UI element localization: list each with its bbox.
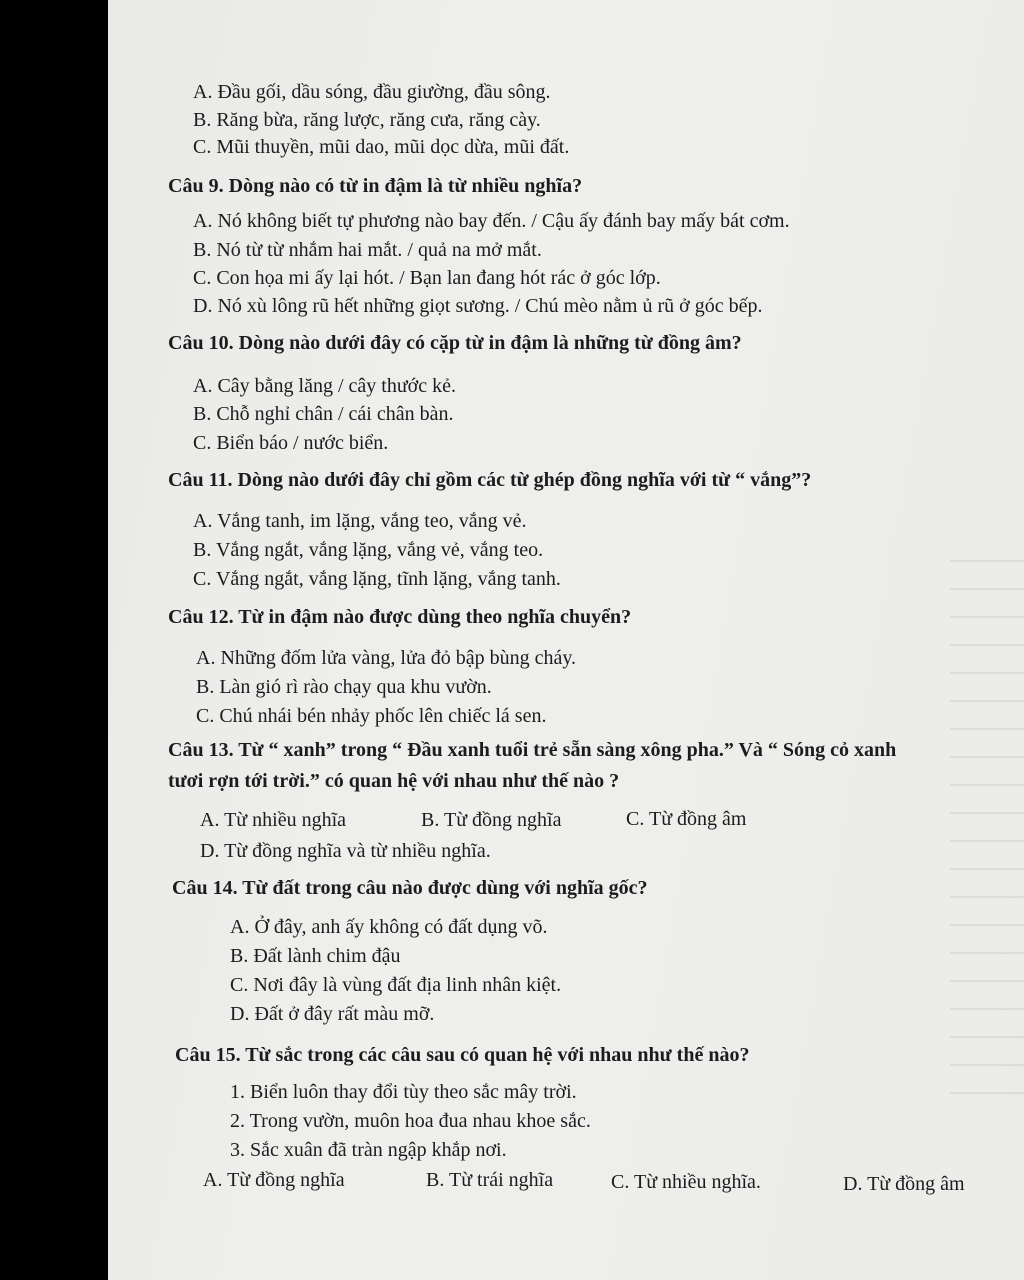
q14-title: Câu 14. Từ đất trong câu nào được dùng với nghĩa gốc? [172, 877, 648, 899]
q13-option-d: D. Từ đồng nghĩa và từ nhiều nghĩa. [200, 840, 491, 862]
q11-option-b: B. Vắng ngắt, vắng lặng, vắng vẻ, vắng teo. [193, 539, 544, 561]
q13-option-a: A. Từ nhiều nghĩa [200, 809, 347, 831]
q9-option-c: C. Con họa mi ấy lại hót. / Bạn lan đang hót rác ở góc lớp. [193, 267, 661, 289]
show-through-text [950, 560, 1024, 1120]
q12-title: Câu 12. Từ in đậm nào được dùng theo nghĩa chuyển? [168, 606, 632, 628]
q14-option-a: A. Ở đây, anh ấy không có đất dụng võ. [230, 916, 548, 938]
q9-option-d: D. Nó xù lông rũ hết những giọt sương. / Chú mèo nằm ủ rũ ở góc bếp. [193, 295, 763, 317]
q12-option-a: A. Những đốm lửa vàng, lửa đỏ bập bùng cháy. [196, 647, 577, 669]
q8-option-c: C. Mũi thuyền, mũi dao, mũi dọc dừa, mũi đất. [193, 136, 570, 158]
q10-option-b: B. Chỗ nghỉ chân / cái chân bàn. [193, 403, 454, 425]
q14-option-b: B. Đất lành chim đậu [230, 945, 401, 967]
q15-sentence-3: 3. Sắc xuân đã tràn ngập khắp nơi. [230, 1139, 507, 1161]
q12-option-c: C. Chú nhái bén nhảy phốc lên chiếc lá sen. [196, 705, 547, 727]
q12-option-b: B. Làn gió rì rào chạy qua khu vườn. [196, 676, 492, 698]
q10-option-c: C. Biển báo / nước biển. [193, 432, 389, 454]
q9-option-b: B. Nó từ từ nhắm hai mắt. / quả na mở mắt. [193, 239, 542, 261]
q8-option-b: B. Răng bừa, răng lược, răng cưa, răng cày. [193, 109, 541, 131]
q11-option-c: C. Vắng ngắt, vắng lặng, tĩnh lặng, vắng tanh. [193, 568, 561, 590]
q13-title-line1: Câu 13. Từ “ xanh” trong “ Đầu xanh tuổi trẻ sẵn sàng xông pha.” Và “ Sóng cỏ xanh [168, 739, 897, 761]
q15-option-b: B. Từ trái nghĩa [426, 1169, 554, 1191]
q15-sentence-2: 2. Trong vườn, muôn hoa đua nhau khoe sắc. [230, 1110, 591, 1132]
q11-option-a: A. Vắng tanh, im lặng, vắng teo, vắng vẻ. [193, 510, 527, 532]
q10-title: Câu 10. Dòng nào dưới đây có cặp từ in đậm là những từ đồng âm? [168, 332, 742, 354]
q14-option-c: C. Nơi đây là vùng đất địa linh nhân kiệt. [230, 974, 562, 996]
q15-sentence-1: 1. Biển luôn thay đổi tùy theo sắc mây trời. [230, 1081, 577, 1103]
q13-option-b: B. Từ đồng nghĩa [421, 809, 562, 831]
q9-option-a: A. Nó không biết tự phương nào bay đến. / Cậu ấy đánh bay mấy bát cơm. [193, 210, 790, 232]
q10-option-a: A. Cây bằng lăng / cây thước kẻ. [193, 375, 457, 397]
q13-title-line2: tươi rợn tới trời.” có quan hệ với nhau như thế nào ? [168, 770, 620, 792]
q9-title: Câu 9. Dòng nào có từ in đậm là từ nhiều nghĩa? [168, 175, 583, 197]
q14-option-d: D. Đất ở đây rất màu mỡ. [230, 1003, 435, 1025]
q8-option-a: A. Đầu gối, dầu sóng, đầu giường, đầu sông. [193, 81, 551, 103]
q15-title: Câu 15. Từ sắc trong các câu sau có quan hệ với nhau như thế nào? [175, 1044, 750, 1066]
q15-option-a: A. Từ đồng nghĩa [203, 1169, 345, 1191]
q15-option-d: D. Từ đồng âm [843, 1173, 965, 1195]
q11-title: Câu 11. Dòng nào dưới đây chỉ gồm các từ ghép đồng nghĩa với từ “ vắng”? [168, 469, 812, 491]
q15-option-c: C. Từ nhiều nghĩa. [611, 1171, 761, 1193]
q13-option-c: C. Từ đồng âm [626, 808, 747, 830]
